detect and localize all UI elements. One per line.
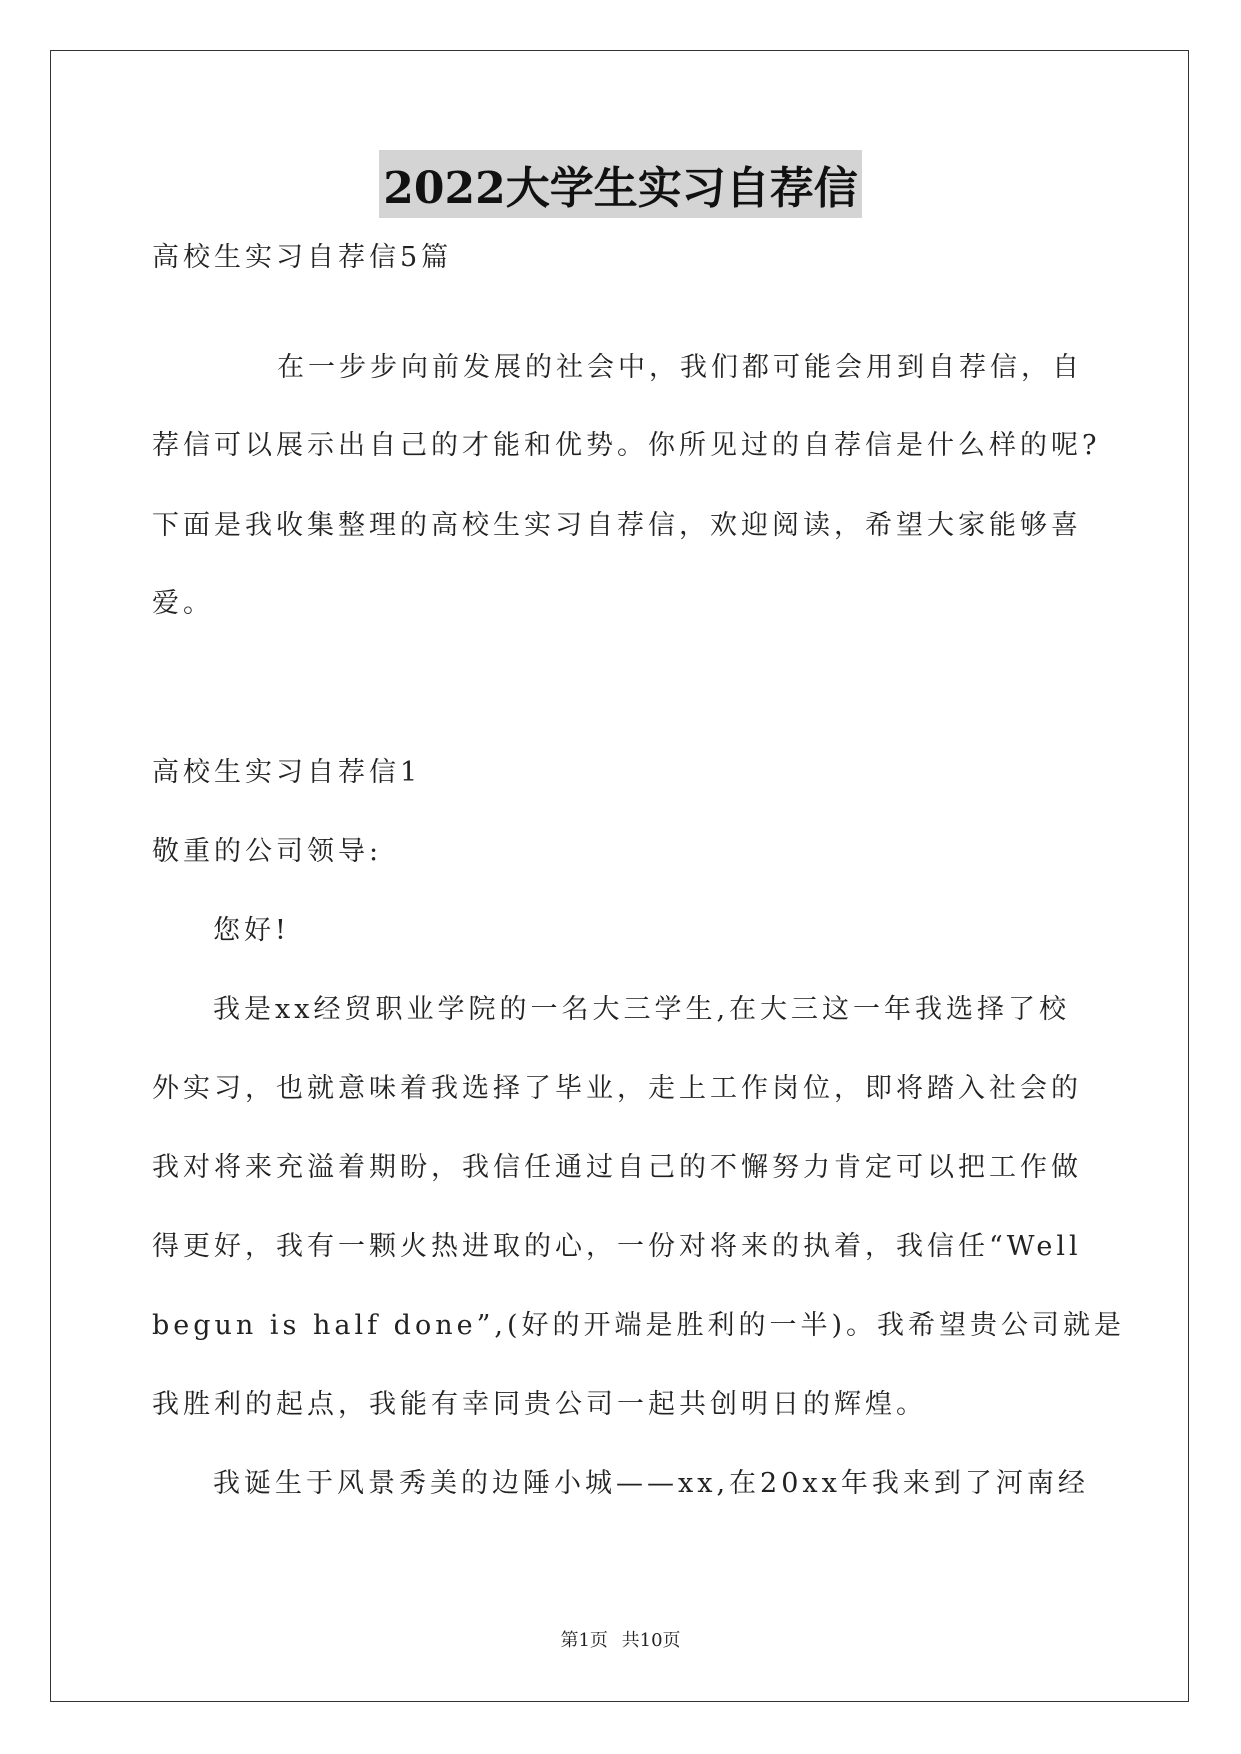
section-heading: 高校生实习自荐信1 (152, 757, 422, 788)
paragraph-line: 得更好，我有一颗火热进取的心，一份对将来的执着，我信任“Well (152, 1231, 1082, 1262)
paragraph-line: 外实习，也就意味着我选择了毕业，走上工作岗位，即将踏入社会的 (152, 1073, 1082, 1104)
document-title: 2022大学生实习自荐信 (379, 150, 861, 218)
total-pages: 共10页 (621, 1630, 681, 1651)
salutation: 敬重的公司领导: (152, 836, 383, 867)
paragraph-line: 下面是我收集整理的高校生实习自荐信，欢迎阅读，希望大家能够喜 (152, 510, 1082, 541)
page-footer (0, 1626, 1241, 1652)
greeting: 您好! (213, 915, 290, 946)
page-border (50, 50, 1189, 1702)
paragraph-line: begun is half done”,(好的开端是胜利的一半)。我希望贵公司就是 (152, 1310, 1126, 1341)
paragraph-line: 我诞生于风景秀美的边陲小城——xx,在20xx年我来到了河南经 (213, 1468, 1089, 1499)
paragraph-line: 我胜利的起点，我能有幸同贵公司一起共创明日的辉煌。 (152, 1389, 927, 1420)
subtitle-line: 高校生实习自荐信5篇 (152, 242, 453, 273)
paragraph-line: 我是xx经贸职业学院的一名大三学生,在大三这一年我选择了校 (213, 994, 1071, 1025)
paragraph-line: 荐信可以展示出自己的才能和优势。你所见过的自荐信是什么样的呢? (152, 430, 1101, 461)
page-number: 第1页 (560, 1630, 608, 1651)
title-container (0, 150, 1241, 218)
paragraph-line: 爱。 (152, 588, 214, 619)
paragraph-line: 在一步步向前发展的社会中，我们都可能会用到自荐信，自 (277, 352, 1083, 383)
paragraph-line: 我对将来充溢着期盼，我信任通过自己的不懈努力肯定可以把工作做 (152, 1152, 1082, 1183)
